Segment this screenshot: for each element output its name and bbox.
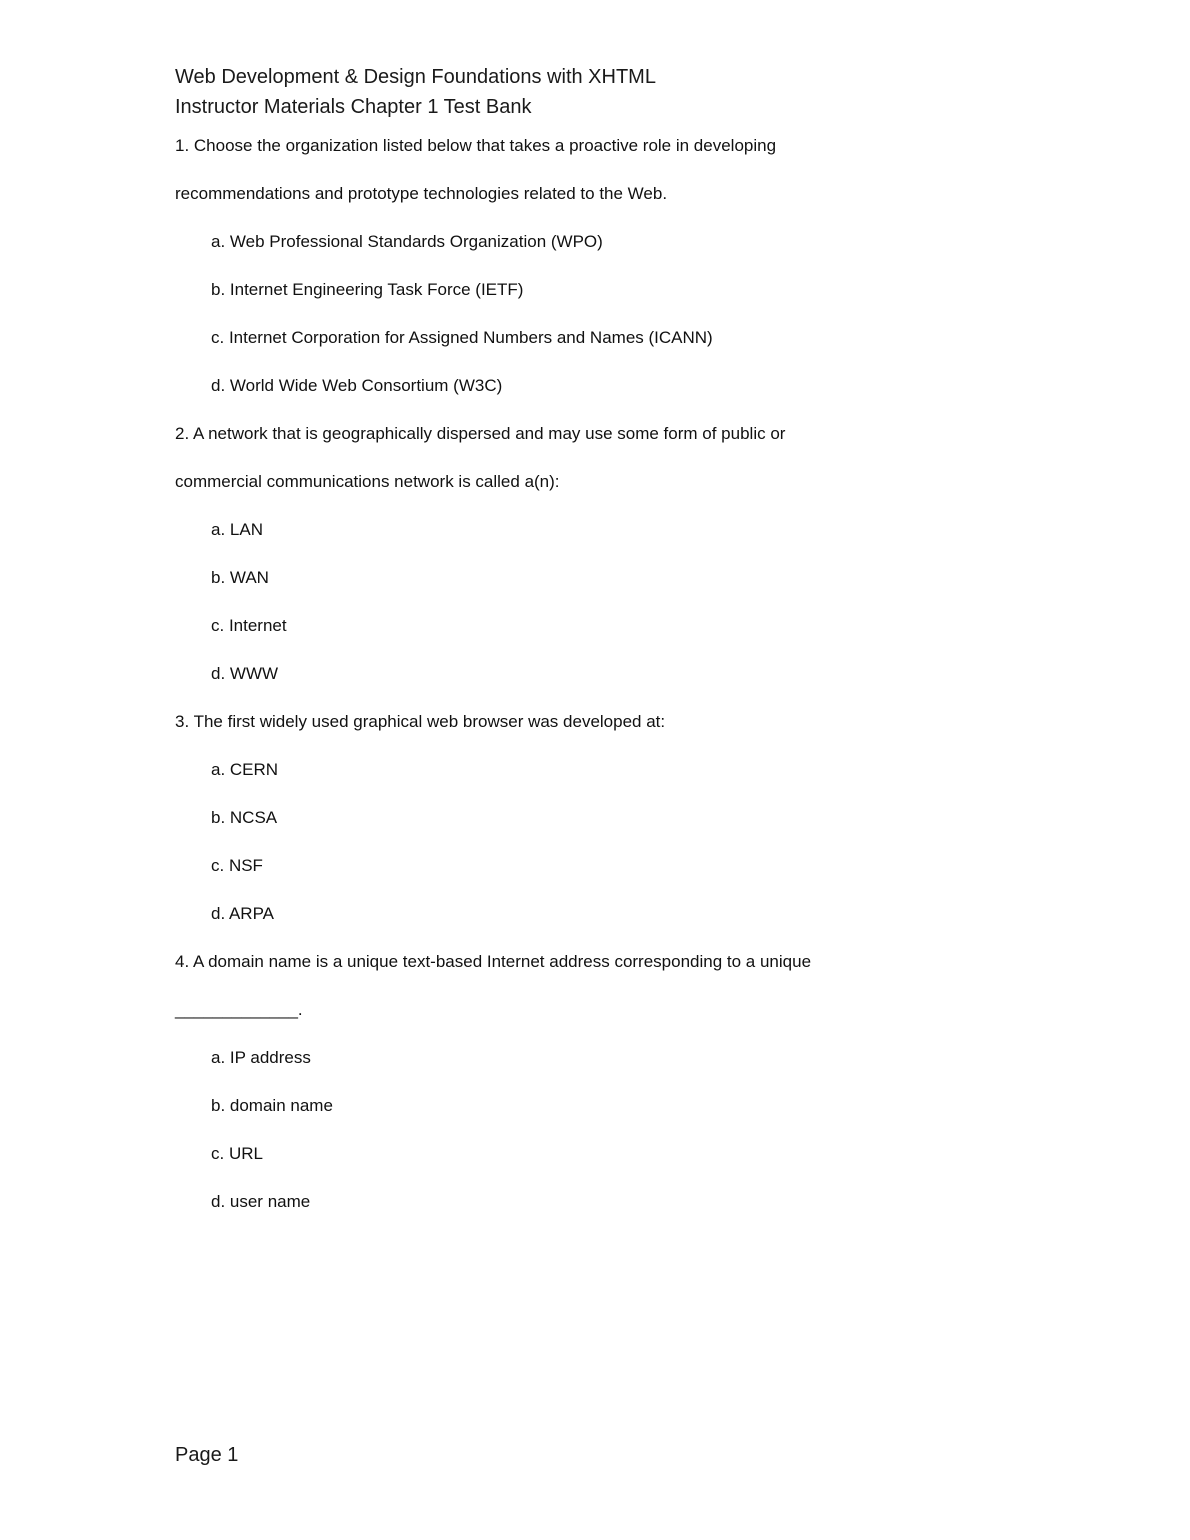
answer-option: b. WAN (211, 568, 269, 587)
question-text: recommendations and prototype technologies related to the Web. (175, 184, 668, 203)
answer-option: c. URL (211, 1144, 263, 1163)
question-blank-line: _____________. (175, 1000, 303, 1019)
answer-option: a. IP address (211, 1048, 311, 1067)
question-text: 4. A domain name is a unique text-based Internet address corresponding to a unique (175, 952, 812, 971)
answer-option: c. Internet Corporation for Assigned Numbers and Names (ICANN) (211, 328, 713, 347)
answer-option: b. NCSA (211, 808, 278, 827)
answer-option: a. LAN (211, 520, 263, 539)
document-header (175, 62, 1100, 122)
answer-option: d. user name (211, 1192, 311, 1211)
answer-option: d. ARPA (211, 904, 274, 923)
page-number: Page 1 (175, 1444, 239, 1466)
answer-option: c. Internet (211, 616, 287, 635)
question-text: 1. Choose the organization listed below that takes a proactive role in developing (175, 136, 777, 155)
answer-option: a. CERN (211, 760, 279, 779)
answer-option: a. Web Professional Standards Organization (WPO) (211, 232, 603, 251)
question-block-2 (175, 410, 1100, 698)
question-text: 3. The first widely used graphical web browser was developed at: (175, 712, 666, 731)
document-subtitle: Instructor Materials Chapter 1 Test Bank (175, 96, 532, 118)
document-body (175, 122, 1100, 1226)
answer-option: b. Internet Engineering Task Force (IETF) (211, 280, 524, 299)
answer-option: d. WWW (211, 664, 279, 683)
question-text: commercial communications network is called a(n): (175, 472, 560, 491)
question-block-3 (175, 698, 1100, 938)
question-block-1 (175, 122, 1100, 410)
answer-option: c. NSF (211, 856, 263, 875)
question-text: 2. A network that is geographically dispersed and may use some form of public or (175, 424, 786, 443)
answer-option: b. domain name (211, 1096, 333, 1115)
document-title: Web Development & Design Foundations with XHTML (175, 66, 656, 88)
question-block-4 (175, 938, 1100, 1226)
answer-option: d. World Wide Web Consortium (W3C) (211, 376, 503, 395)
